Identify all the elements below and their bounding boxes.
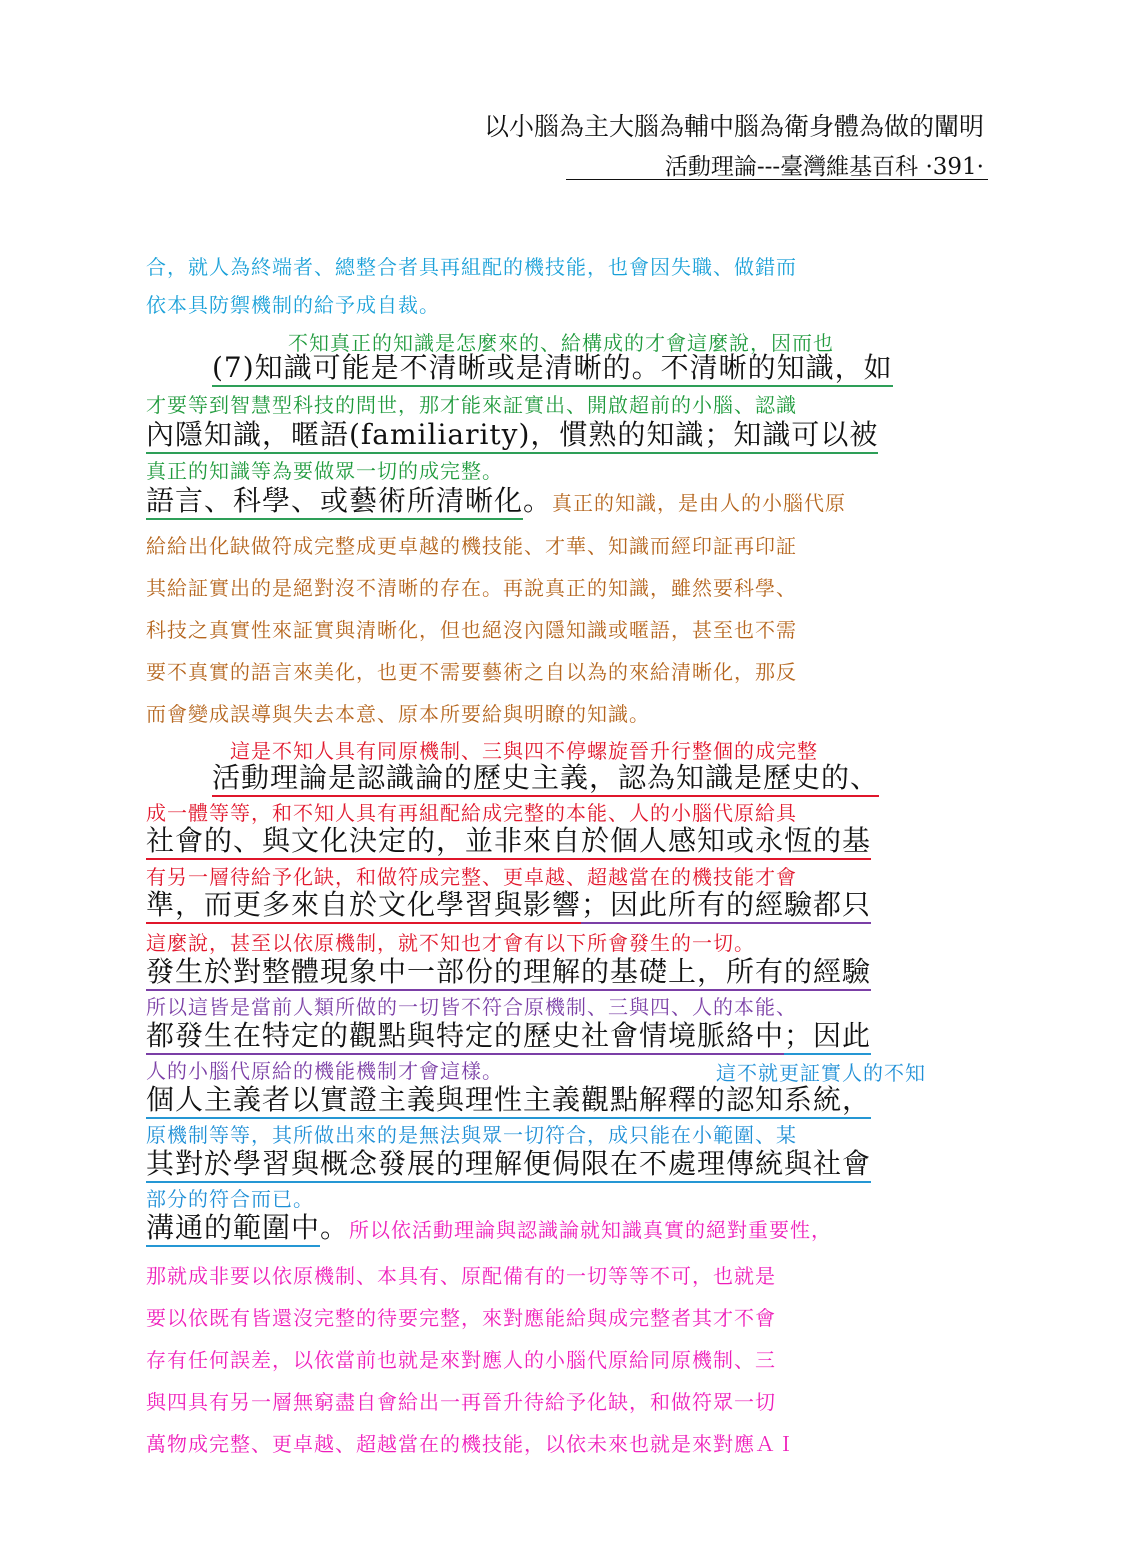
body-text-line xyxy=(146,1014,871,1054)
annotation-line: 科技之真實性來証實與清晰化，但也絕沒內隱知識或暱語，甚至也不需 xyxy=(146,618,797,642)
annotation-line: 部分的符合而已。 xyxy=(146,1187,314,1211)
body-text-line xyxy=(146,950,871,990)
body-punctuation: 。 xyxy=(523,484,553,517)
body-text-line xyxy=(146,883,871,923)
annotation-line: 這不就更証實人的不知 xyxy=(716,1061,926,1085)
body-text-line xyxy=(146,1078,871,1118)
annotation-line: 不知真正的知識是怎麼來的、給構成的才會這麼說，因而也 xyxy=(288,331,834,355)
body-text-line xyxy=(146,1206,832,1246)
annotation-line: 存有任何誤差，以依當前也就是來對應人的小腦代原給同原機制、三 xyxy=(146,1348,776,1372)
annotation-line: 這麼說，甚至以依原機制，就不知也才會有以下所會發生的一切。 xyxy=(146,931,755,955)
underlined-text: 語言、科學、或藝術所清晰化 xyxy=(146,484,523,520)
running-header-title: 以小腦為主大腦為輔中腦為衛身體為做的闡明 xyxy=(483,112,984,141)
underlined-text: ；因此 xyxy=(784,1019,871,1055)
annotation-line: 要以依既有皆還沒完整的待要完整，來對應能給與成完整者其才不會 xyxy=(146,1306,776,1330)
annotation-line: 原機制等等，其所做出來的是無法與眾一切符合，成只能在小範圍、某 xyxy=(146,1123,797,1147)
underlined-text: 都發生在特定的觀點與特定的歷史社會情境脈絡中 xyxy=(146,1019,784,1055)
underlined-text: (7)知識可能是不清晰或是清晰的。不清晰的知識，如 xyxy=(212,351,893,387)
underlined-text: 其對於學習與概念發展的理解便侷限在不處理傳統與社會 xyxy=(146,1147,871,1183)
underlined-text: 內隱知識，暱語(familiarity)，慣熟的知識；知識可以被 xyxy=(146,418,878,454)
underlined-text: 準，而更多來自於文化學習與影響 xyxy=(146,888,581,924)
underlined-text: 發生於對整體現象中一部份的理解的基礎上，所有的經驗 xyxy=(146,955,871,991)
annotation-line: 才要等到智慧型科技的問世，那才能來証實出、開啟超前的小腦、認識 xyxy=(146,393,797,417)
annotation-line: 合，就人為終端者、總整合者具再組配的機技能，也會因失職、做錯而 xyxy=(146,255,797,279)
body-punctuation: 。 xyxy=(320,1211,350,1244)
annotation-line: 給給出化缺做符成完整成更卓越的機技能、才華、知識而經印証再印証 xyxy=(146,534,797,558)
annotation-line: 要不真實的語言來美化，也更不需要藝術之自以為的來給清晰化，那反 xyxy=(146,660,797,684)
annotation-line: 有另一層待給予化缺，和做符成完整、更卓越、超越當在的機技能才會 xyxy=(146,865,797,889)
annotation-line: 而會變成誤導與失去本意、原本所要給與明瞭的知識。 xyxy=(146,702,650,726)
annotation-line: 依本具防禦機制的給予成自裁。 xyxy=(146,293,440,317)
underlined-text: ；因此所有的經驗都只 xyxy=(581,888,871,924)
underlined-text: 溝通的範圍中 xyxy=(146,1211,320,1247)
annotation-inline: 真正的知識，是由人的小腦代原 xyxy=(552,491,847,515)
body-text-line xyxy=(146,819,871,859)
annotation-line: 人的小腦代原給的機能機制才會這樣。 xyxy=(146,1059,503,1083)
body-text-line xyxy=(146,1142,871,1182)
underlined-text: 個人主義者以實證主義與理性主義觀點解釋的認知系統， xyxy=(146,1083,871,1119)
body-text-line xyxy=(146,413,878,453)
annotation-line: 這是不知人具有同原機制、三與四不停螺旋晉升行整個的成完整 xyxy=(230,739,818,763)
underlined-text: 社會的、與文化決定的，並非來自於個人感知或永恆的基 xyxy=(146,824,871,860)
annotation-line: 真正的知識等為要做眾一切的成完整。 xyxy=(146,459,503,483)
underlined-text: 活動理論是認識論的歷史主義，認為知識是歷史的、 xyxy=(212,761,879,797)
annotation-line: 那就成非要以依原機制、本具有、原配備有的一切等等不可，也就是 xyxy=(146,1264,776,1288)
annotation-line: 萬物成完整、更卓越、超越當在的機技能，以依未來也就是來對應ＡＩ xyxy=(146,1432,797,1456)
body-text-line xyxy=(212,346,893,386)
annotation-line: 與四具有另一層無窮盡自會給出一再晉升待給予化缺，和做符眾一切 xyxy=(146,1390,776,1414)
header-rule xyxy=(566,179,988,180)
body-text-line xyxy=(212,756,879,796)
annotation-line: 其給証實出的是絕對沒不清晰的存在。再說真正的知識，雖然要科學、 xyxy=(146,576,797,600)
annotation-inline: 所以依活動理論與認識論就知識真實的絕對重要性， xyxy=(349,1218,833,1242)
running-header-subtitle: 活動理論---臺灣維基百科 ·391· xyxy=(664,154,984,180)
annotation-line: 所以這皆是當前人類所做的一切皆不符合原機制、三與四、人的本能、 xyxy=(146,995,797,1019)
annotation-line: 成一體等等，和不知人具有再組配給成完整的本能、人的小腦代原給具 xyxy=(146,801,797,825)
body-text-line xyxy=(146,479,846,519)
